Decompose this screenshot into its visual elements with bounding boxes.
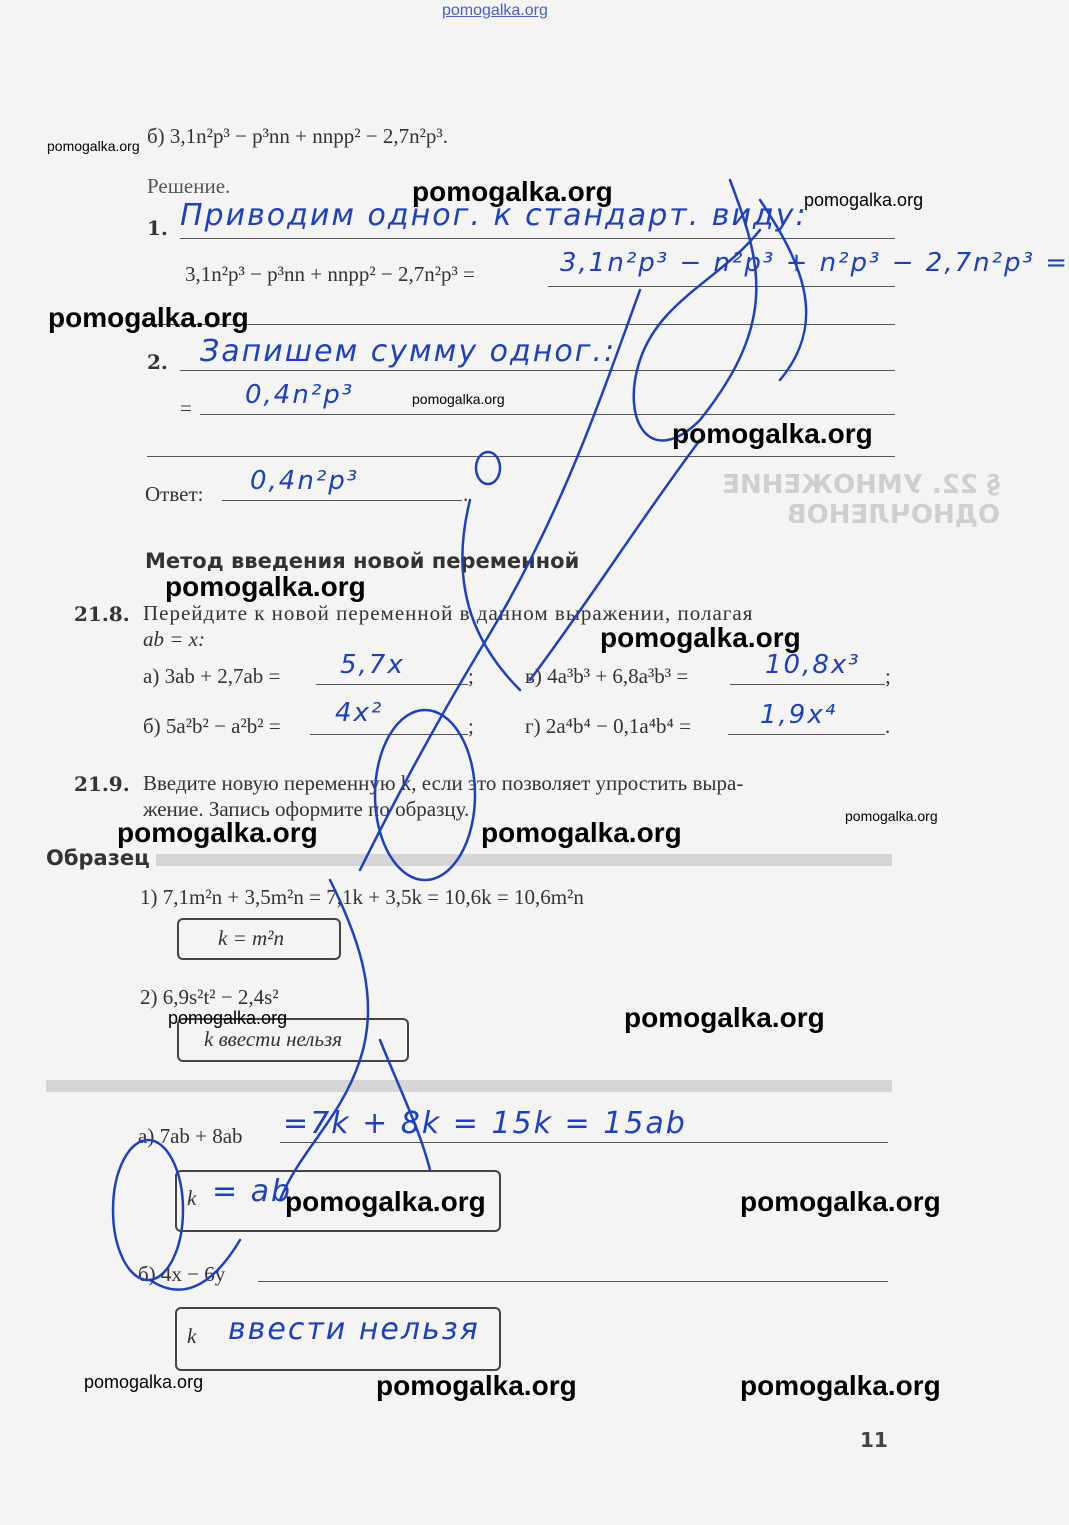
ghost-show-through: § 22. УМНОЖЕНИЕ ОДНОЧЛЕНОВ	[722, 470, 1000, 530]
step1-number: 1.	[147, 216, 168, 240]
task-21-9-a-box-k: k	[187, 1186, 197, 1210]
task-21-9-b-line	[258, 1281, 888, 1282]
sample-bottom-band	[46, 1080, 892, 1092]
watermark: pomogalka.org	[412, 391, 505, 407]
task-21-9-a-hand: =7k + 8k = 15k = 15ab	[283, 1106, 687, 1141]
section-title: Метод введения новой переменной	[145, 549, 580, 573]
task-21-8-g-line	[728, 734, 885, 735]
blank-line-1	[147, 324, 895, 325]
step2-handwritten-result: 0,4n²p³	[245, 380, 355, 410]
part-b-expression: б) 3,1n²p³ − p³nn + nnpp² − 2,7n²p³.	[147, 124, 448, 148]
watermark: pomogalka.org	[672, 418, 873, 449]
task-21-8-b-line	[310, 734, 468, 735]
watermark: pomogalka.org	[165, 571, 366, 602]
task-21-8-a-end: ;	[468, 664, 474, 688]
task-21-8-b-hand: 4x²	[335, 698, 384, 728]
sample-2-expression: 2) 6,9s²t² − 2,4s²	[140, 985, 279, 1009]
task-21-8-a-hand: 5,7x	[340, 650, 405, 680]
blank-line-2	[147, 456, 895, 457]
task-21-8-g-label: г) 2a⁴b⁴ − 0,1a⁴b⁴ =	[525, 714, 691, 738]
step2-handwriting: Запишем сумму одног.:	[200, 334, 617, 369]
task-21-9-b-box-k: k	[187, 1324, 197, 1348]
task-21-8-a-line	[316, 684, 468, 685]
watermark: pomogalka.org	[412, 176, 613, 207]
task-21-8-g-end: .	[885, 714, 891, 738]
task-21-8-text-2: ab = x:	[143, 627, 205, 651]
solution-label: Решение.	[147, 174, 231, 198]
sample-top-band	[46, 854, 892, 866]
task-21-9-a-box-hand: = ab	[212, 1174, 293, 1209]
header-watermark: pomogalka.org	[442, 2, 548, 19]
watermark: pomogalka.org	[84, 1372, 204, 1392]
answer-label: Ответ:	[145, 482, 204, 506]
task-21-8-v-line	[730, 684, 885, 685]
watermark: pomogalka.org	[740, 1370, 941, 1401]
watermark: pomogalka.org	[481, 817, 682, 848]
watermark: pomogalka.org	[285, 1186, 486, 1217]
step1-handwriting: Приводим одног. к стандарт. виду:	[180, 198, 808, 233]
task-21-8-number: 21.8.	[74, 602, 130, 626]
watermark: pomogalka.org	[376, 1370, 577, 1401]
watermark: pomogalka.org	[624, 1002, 825, 1033]
sample-1-box-text: k = m²n	[218, 926, 284, 950]
task-21-8-text-1: Перейдите к новой переменной в данном выражении, полагая	[143, 601, 754, 625]
step2-line	[180, 370, 895, 371]
watermark: pomogalka.org	[845, 808, 938, 824]
answer-line	[222, 500, 462, 501]
step2-equals: =	[180, 396, 192, 420]
watermark: pomogalka.org	[117, 817, 318, 848]
page-number: 11	[860, 1428, 888, 1452]
task-21-9-a-label: а) 7ab + 8ab	[138, 1124, 243, 1148]
task-21-9-number: 21.9.	[74, 772, 130, 796]
task-21-8-b-label: б) 5a²b² − a²b² =	[143, 714, 281, 738]
task-21-8-a-label: а) 3ab + 2,7ab =	[143, 664, 281, 688]
watermark: pomogalka.org	[804, 190, 924, 210]
step1-line	[180, 238, 895, 239]
step2-result-line	[200, 414, 895, 415]
sample-1-expression: 1) 7,1m²n + 3,5m²n = 7,1k + 3,5k = 10,6k = 10,6m²n	[140, 885, 584, 909]
task-21-9-text-2: жение. Запись оформите по образцу.	[143, 797, 470, 821]
step1-expression: 3,1n²p³ − p³nn + nnpp² − 2,7n²p³ =	[185, 262, 475, 286]
sample-label: Образец	[46, 846, 156, 870]
task-21-9-b-label: б) 4x − 6y	[138, 1262, 226, 1286]
task-21-8-v-end: ;	[885, 664, 891, 688]
answer-end: .	[463, 482, 469, 506]
step1-expr-line	[548, 286, 895, 287]
watermark: pomogalka.org	[47, 138, 140, 154]
task-21-8-v-hand: 10,8x³	[765, 650, 861, 680]
task-21-8-b-end: ;	[468, 714, 474, 738]
watermark: pomogalka.org	[600, 622, 801, 653]
sample-2-box-text: k ввести нельзя	[204, 1027, 342, 1051]
watermark: pomogalka.org	[48, 302, 249, 333]
task-21-9-a-line	[280, 1142, 888, 1143]
watermark: pomogalka.org	[740, 1186, 941, 1217]
task-21-8-v-label: в) 4a³b³ + 6,8a³b³ =	[525, 664, 689, 688]
watermark: pomogalka.org	[168, 1008, 288, 1028]
answer-handwriting: 0,4n²p³	[250, 466, 360, 496]
step2-number: 2.	[147, 350, 168, 374]
task-21-9-text-1: Введите новую переменную k, если это позволяет упростить выра-	[143, 771, 744, 795]
task-21-9-b-box-hand: ввести нельзя	[228, 1312, 480, 1347]
task-21-8-g-hand: 1,9x⁴	[760, 700, 838, 730]
step1-handwritten-result: 3,1n²p³ − n²p³ + n²p³ − 2,7n²p³ =	[560, 248, 1069, 278]
